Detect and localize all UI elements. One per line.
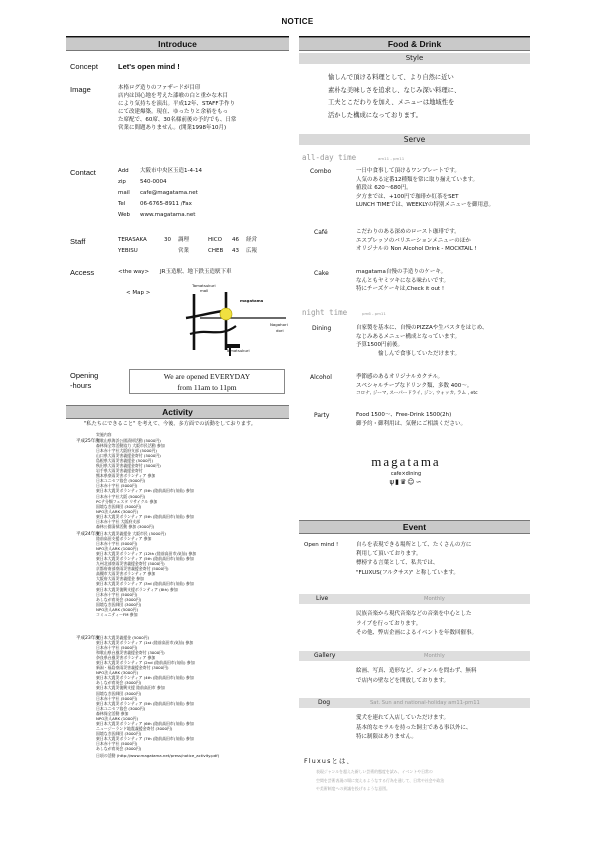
style-line: 愉しんで頂ける料理として、より自然に近い (328, 74, 454, 81)
page-title: NOTICE (281, 17, 314, 26)
alcohol-line: スペシャルチープなドリンク類、多数 400〜。 (356, 382, 473, 389)
list-item: 国境なき医師団 (3000円) (96, 503, 142, 509)
wave-icon: ∽ (415, 478, 423, 486)
staff-label: Staff (70, 237, 86, 246)
list-item: 東日本大震災ボランティア (12th (陸前高田市)気仙) 参加 (96, 551, 197, 557)
opening-line: We are opened EVERYDAY (163, 372, 251, 381)
list-item: 日本赤十字社大阪 (5000円) (96, 493, 146, 499)
staff-name: CHEB (208, 248, 224, 254)
live-line: 民族音楽から現代音楽などの音楽を中心とした (356, 611, 472, 617)
list-item: 日本ユニセフ協会 (5000円) (96, 478, 146, 484)
staff-role: 広報 (246, 248, 258, 254)
activity-top-line: 実施内容 (96, 432, 112, 437)
dining-line: なじみあるメニュー構成となっています。 (356, 333, 461, 340)
staff-name: TERASAKA (118, 237, 147, 243)
gallery-text (356, 667, 530, 686)
allday-label: all-day time (302, 153, 357, 162)
combo-text (356, 167, 528, 210)
activity-era: 平成24年度 (76, 532, 100, 537)
list-item: 東日本大震災ボランティア (6th (陸前高田市)気仙) 参加 (96, 720, 194, 726)
gallery-frequency: Monthly (424, 653, 445, 659)
alcohol-line: 季節感のあるオリジナルカクテル。 (356, 374, 444, 380)
contact-key: Web (118, 212, 130, 218)
access-label: Access (70, 268, 95, 277)
combo-line: 人気のある定番12種類を常に取り揃えています。 (356, 176, 479, 183)
cafe-line: こだわりのある深めのロースト珈琲です。 (356, 229, 460, 235)
list-item: 東日本大震災義援金 大阪市民 (5000円) (96, 531, 166, 536)
style-line: 素朴な美味しさを追求し、なじみ深い料理に、 (328, 86, 461, 94)
activity-list (96, 438, 286, 529)
contact-value: 540-0004 (140, 179, 167, 185)
opening-hours-box (129, 369, 285, 394)
combo-label: Combo (310, 168, 332, 175)
allday-hours: am11 - pm11 (378, 156, 405, 161)
logo-icons (366, 478, 446, 486)
cafe-text (356, 228, 528, 254)
email-link[interactable]: cafe@magatama.net (140, 190, 198, 196)
list-item: あしなが育英会 (3000円) (96, 746, 142, 752)
contact-key: mail (118, 190, 130, 196)
bottle-icon: ▮ (395, 478, 400, 486)
staff-row (118, 247, 288, 258)
list-item: 東日本大震災義援金 (5000円) (96, 635, 150, 640)
list-item: 九州北部豪雨災害義援金寄付 (5000円) (96, 561, 165, 567)
image-description (118, 84, 288, 132)
open-mind-text (356, 541, 530, 578)
activity-intro: "私たちにできること" を考えて、今後、多方面での活動をしております。 (84, 421, 256, 427)
list-item: 日本赤十字社 (5000円) (96, 591, 138, 597)
fluxus-label: Fluxusとは、 (304, 758, 355, 765)
introduce-heading: Introduce (66, 37, 289, 51)
list-item: 東日本大震災ボランティア (7th (陸前高田市)気仙) 参加 (96, 735, 194, 741)
opening-line: from 11am to 11pm (177, 382, 237, 392)
dog-line: 基本的なモラルを持った飼主である事以外に、 (356, 724, 472, 731)
combo-line: LUNCH TIMEでは、WEEKLYの特別メニューを御用意。 (356, 202, 495, 209)
list-item: 東日本大震災ボランティア (1st (陸前高田市)気仙) 参加 (96, 640, 194, 646)
fluxus-line: 空間を芸術表現の場に変えるようなする行為を通して、日常や社会や政治 (316, 777, 445, 783)
fluxus-line: 表現ジャンルを超えた新しい芸術的態度を試み、イベントや日常の (316, 769, 433, 774)
list-item: 日本ユニセフ協会 (3000円) (96, 705, 146, 711)
contact-table (118, 167, 288, 222)
list-item: 森林保全等活動協力 大阪市民活動 参加 (96, 443, 165, 449)
list-item: あしなが育英会 (3000円) (96, 596, 142, 602)
activity-era: 平成23年度 (76, 636, 100, 641)
list-item: 東日本大震災復興支援ボランティア (8th) 参加 (96, 586, 178, 592)
list-item: 日本赤十字社大阪府支部 (5000円) (96, 448, 157, 454)
cafe-line: オリジナルの Non Alcohol Drink - MOCKTAIL ! (356, 246, 477, 253)
access-way-text: JR玉造駅、地下鉄玉造駅下車 (160, 269, 232, 275)
list-item: 日本赤十字社 大阪府支部 (96, 518, 141, 524)
list-item: 森林公園清掃活動 参加 (3000円) (96, 523, 155, 529)
list-item: NPO法人ARK (3000円) (96, 508, 139, 514)
image-line: にて改建爆築。現在、ゆったりと余裕をもっ (118, 109, 228, 115)
serve-heading: Serve (299, 134, 530, 145)
staff-role: 調理 (178, 237, 190, 243)
gallery-label: Gallery (314, 652, 336, 659)
access-way: <the way> (118, 269, 150, 275)
list-item: 東日本大震災ボランティア (5th (陸前高田市)気仙) 参加 (96, 556, 194, 562)
fluxus-text (316, 768, 532, 794)
contact-row (118, 178, 288, 189)
dining-line: 予算1500円前後。 (356, 342, 403, 349)
dining-line: 愉しんで食事していただけます。 (378, 350, 461, 357)
cake-line: 特にチーズケーキは,Check it out ! (356, 286, 445, 293)
contact-row (118, 200, 288, 211)
chair-icon: ♛ (400, 478, 408, 486)
contact-value: 大阪市中央区玉造1-4-14 (140, 168, 202, 174)
image-line: 店内は国心地を考えた漆喰の白と重かな木目 (118, 93, 229, 99)
cake-line: magatama自慢の手造りのケーキ。 (356, 269, 447, 275)
magatama-logo (366, 455, 446, 486)
list-item: あしなが育英会 (3000円) (96, 680, 142, 686)
combo-line: 値段は 620〜680円。 (356, 185, 412, 192)
list-item: ニュージーランド地震義援金寄付 (3000円) (96, 725, 173, 731)
list-item: 日本赤十字社 (5000円) (96, 695, 138, 701)
dining-text (356, 324, 528, 358)
style-heading: Style (299, 53, 530, 64)
contact-key: Add (118, 168, 129, 174)
list-item: NPO法人ARK (3000円) (96, 670, 139, 676)
live-label: Live (316, 595, 329, 602)
staff-age: 46 (232, 237, 239, 243)
image-line: により気持ちを演出。平成12年、STAFF手作り (118, 101, 236, 107)
list-item: 日本赤十字社 (5000円) (96, 645, 138, 651)
party-label: Party (314, 412, 330, 419)
list-item: 岩手県大雨災害義援金寄付 (96, 468, 143, 474)
list-item: 新潟・福島豪雨災害義援金寄付 (3000円) (96, 665, 169, 671)
list-item: 大阪府大雨災害義援金 参加 (96, 576, 144, 582)
list-item: 日本赤十字社 (5000円) (96, 483, 138, 489)
party-line: 御予約・御利用は、気軽にご相談ください。 (356, 420, 467, 427)
gallery-line: で店内の壁などを開放しております。 (356, 677, 450, 684)
list-item: コミュニティーFM 参加 (96, 611, 138, 617)
list-item: 東日本大震災ボランティア (2nd (陸前高田市)気仙) 参加 (96, 660, 195, 666)
list-item: 高槻市大雨災害ボランティア 参加 (96, 571, 156, 577)
list-item: 東日本大震災ボランティア (5th (陸前高田市)気仙) 参加 (96, 700, 194, 706)
live-bar (299, 594, 530, 604)
staff-age: 30 (164, 237, 171, 243)
map-label: Tamatsukuri (192, 283, 216, 288)
list-item: 和歌山県台風災害義援金寄付 (3000円) (96, 650, 165, 656)
access-map-label: < Map > (126, 290, 151, 296)
list-item: 京都府南部豪雨災害義援金寄付 (5000円) (96, 566, 169, 572)
list-item: 東日本大震災ボランティア (3rd (陸前高田市)気仙) 参加 (96, 581, 194, 587)
concept-label: Concept (70, 62, 98, 71)
cake-text (356, 268, 528, 294)
dining-label: Dining (312, 325, 332, 332)
list-item: PCテ分類フェスタ リサイクル 参加 (96, 498, 158, 504)
contact-key: zip (118, 179, 126, 185)
face-icon: ☺ (407, 478, 416, 486)
contact-row (118, 189, 288, 200)
party-line: Food 1500〜、Free-Drink 1500(2h) (356, 412, 452, 418)
list-item: 国境なき医師団 (3000円) (96, 690, 142, 696)
gallery-line: 絵画、写真、造形など、ジャンルを問わず、無料 (356, 668, 477, 674)
web-link[interactable]: www.magatama.net (140, 212, 196, 218)
food-heading: Food & Drink (299, 37, 530, 51)
map-label: dori (276, 328, 284, 333)
activity-list (96, 531, 286, 617)
list-item: 国境なき医師団 (3000円) (96, 730, 142, 736)
list-item: 森林保全活動 参加 (96, 710, 129, 716)
list-item: 日本赤十字社 (5000円) (96, 740, 138, 746)
map-label: Tamatsukuri (226, 348, 250, 353)
list-item: NPO法人ARK (5000円) (96, 606, 139, 612)
style-line: 工夫とこだわりを加え、メニューは地域性を (328, 99, 455, 106)
list-item: 陸前高田支援ボランティア 参加 (96, 536, 152, 542)
list-item: 国境なき医師団 (3000円) (96, 601, 142, 607)
image-line: 営業に間題ありません。(開業1998年10月) (118, 125, 227, 131)
alcohol-text (356, 373, 528, 399)
staff-table (118, 236, 288, 258)
contact-value: 06-6765-8911 /Fax (140, 201, 192, 207)
opening-label: Opening (70, 371, 99, 380)
dog-text (356, 714, 530, 743)
logo-word: magatama (371, 454, 441, 469)
staff-role: 経営 (246, 237, 258, 243)
fork-knife-icon: ψ (389, 478, 396, 486)
list-item: 和歌山県海浜公園清掃活動 (5000円) (96, 438, 161, 443)
contact-label: Contact (70, 168, 96, 177)
staff-age (164, 247, 178, 258)
dining-line: 自家製を基本に、自慢のPIZZAや生パスタをはじめ、 (356, 325, 488, 331)
open-line: 利用して頂いております。 (356, 551, 422, 558)
image-line: 本格ログ造りのファザードが目印 (118, 85, 201, 91)
staff-name: HICO (208, 237, 222, 243)
list-item: NPO法人ARK (1000円) (96, 715, 139, 721)
staff-name: YEBISU (118, 248, 138, 254)
event-heading: Event (299, 520, 530, 534)
dog-line: 特に制限はありません。 (356, 734, 417, 741)
open-line: 標榜する言葉として、私共では、 (356, 560, 439, 567)
list-item: 山口県大雨災害義援金寄付 (5000円) (96, 453, 161, 459)
list-item: NPO法人ARK (1000円) (96, 546, 139, 552)
live-frequency: Monthly (424, 596, 445, 602)
list-item: 東日本大震災ボランティア (5th (陸前高田市)気仙) 参加 (96, 513, 194, 519)
map-label: mall (200, 288, 209, 293)
list-item: 秋田県大雨災害義援金寄付 (5000円) (96, 463, 161, 469)
open-line: "FLUXUS(フルクサス)" と称しています。 (356, 569, 459, 576)
party-text (356, 411, 528, 428)
activity-list (96, 635, 286, 751)
alcohol-line: コロナ, ジーマ, スーパードライ, ジン, ウォッカ, ラム , etc (356, 391, 478, 397)
dog-line: 愛犬を連れて入店していただけます。 (356, 715, 450, 721)
list-item: 熊本県豪雨災害ボランティア 参加 (96, 473, 156, 479)
activity-era: 平成25年度 (76, 439, 100, 444)
activity-footer-link[interactable]: 日頃の活動 (http://www.magatama.net/press/notice_activity.pdf) (96, 753, 220, 758)
style-line: 活かした構成になっております。 (328, 111, 422, 119)
cafe-label: Café (314, 229, 328, 236)
logo-sub: cafe×dining (390, 471, 422, 477)
open-mind-label: Open mind ! (304, 542, 339, 548)
cake-line: なんともヤミツキになる味わいです。 (356, 277, 450, 284)
list-item: 日本赤十字社 (5000円) (96, 541, 138, 547)
live-line: その他、弊店企画によるイベントを年数回催事。 (356, 630, 478, 637)
list-item: 東日本大震災ボランティア (4th (陸前高田市)気仙) 参加 (96, 675, 194, 681)
image-label: Image (70, 85, 91, 94)
staff-row (118, 236, 288, 247)
contact-row (118, 211, 288, 222)
night-hours: pm6 - pm11 (362, 311, 386, 316)
list-item: 島根県大雨災害義援金 (5000円) (96, 458, 153, 464)
list-item: 奈良県台風災害ボランティア 参加 (96, 655, 156, 661)
style-text (328, 72, 528, 122)
fluxus-line: や美術制度への異議を投げるような意図。 (316, 786, 390, 792)
combo-line: 夕方までは、+100円で珈琲か紅茶をSET (356, 193, 459, 200)
map-label: Nagahori (270, 322, 288, 327)
location-marker-icon (220, 308, 232, 320)
cafe-line: エスプレッソのバリエーションメニューのほか (356, 237, 471, 244)
list-item: 東日本大震災復興支援 陸前高田市 参加 (96, 685, 165, 691)
dog-label: Dog (318, 699, 331, 706)
cake-label: Cake (314, 270, 329, 277)
image-line: た席配で、60席、30名様前後の予約でも、日常 (118, 117, 237, 123)
map-label: magatama (240, 298, 264, 303)
opening-label-2: -hours (70, 381, 92, 390)
concept-value: Let's open mind ! (118, 62, 180, 71)
list-item: 東日本大震災ボランティア (5th (陸前高田市)気仙) 参加 (96, 488, 194, 494)
live-line: ライブを行っております。 (356, 620, 422, 627)
combo-line: 一日中食事して頂けるワンプレートです。 (356, 168, 460, 174)
contact-key: Tel (118, 201, 126, 207)
staff-age: 43 (232, 248, 239, 254)
activity-heading: Activity (66, 405, 289, 419)
staff-role: 営業 (178, 248, 190, 254)
alcohol-label: Alcohol (310, 374, 332, 381)
dog-schedule: Sat. Sun and national-holiday am11-pm11 (370, 700, 480, 706)
live-text (356, 610, 530, 639)
open-line: 自らを表現できる場所として、たくさんの方に (356, 542, 472, 548)
night-label: night time (302, 308, 348, 317)
contact-row (118, 167, 288, 178)
